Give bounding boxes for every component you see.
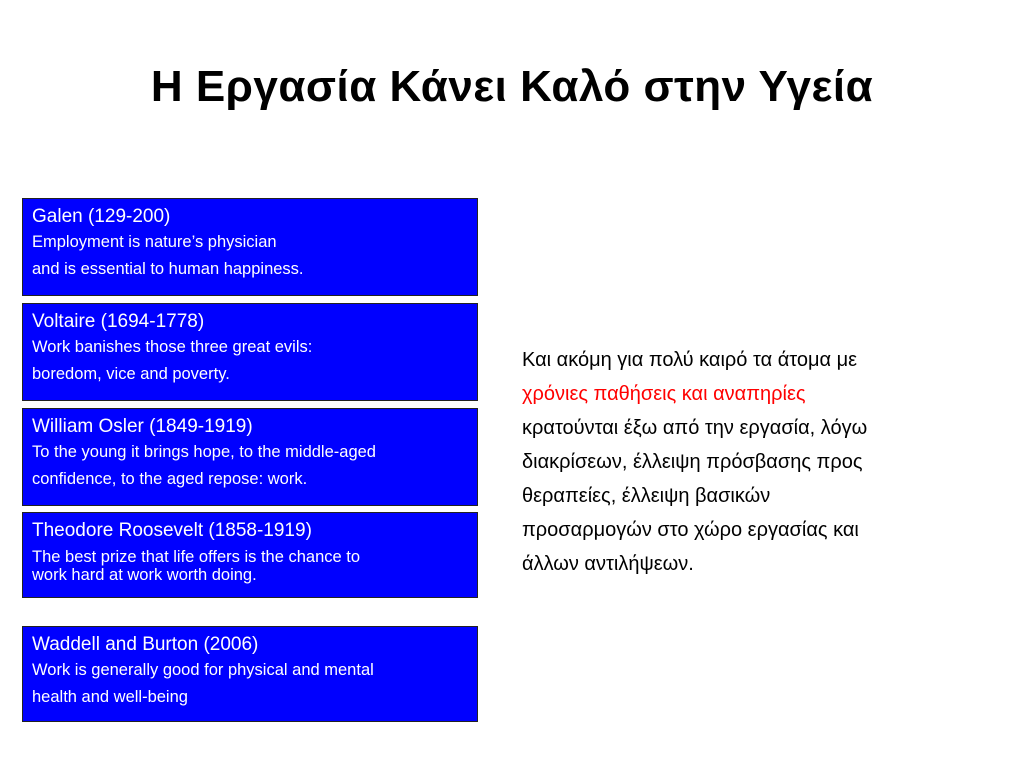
quote-line: Work banishes those three great evils:: [32, 338, 313, 356]
paragraph-line: διακρίσεων, έλλειψη πρόσβασης προς: [522, 451, 863, 473]
quote-line: and is essential to human happiness.: [32, 260, 304, 278]
quote-line: Work is generally good for physical and mental: [32, 661, 374, 679]
paragraph-highlight: χρόνιες παθήσεις και αναπηρίες: [522, 383, 806, 405]
quote-line: To the young it brings hope, to the middle-aged: [32, 443, 376, 461]
quote-line: health and well-being: [32, 688, 188, 706]
quote-author: Galen (129-200): [32, 206, 171, 227]
paragraph-line: Και ακόμη για πολύ καιρό τα άτομα με: [522, 349, 858, 371]
quote-box-roosevelt: [22, 512, 478, 598]
quote-author: Voltaire (1694-1778): [32, 311, 205, 332]
quote-box-osler: [22, 408, 478, 506]
quote-box-galen: [22, 198, 478, 296]
quote-author: Waddell and Burton (2006): [32, 634, 259, 655]
body-paragraph: [522, 343, 1002, 581]
quote-line: boredom, vice and poverty.: [32, 365, 230, 383]
quote-line: work hard at work worth doing.: [32, 566, 257, 584]
quote-line: confidence, to the aged repose: work.: [32, 470, 308, 488]
quote-line: The best prize that life offers is the chance to: [32, 548, 361, 566]
quote-box-voltaire: [22, 303, 478, 401]
quote-author: Theodore Roosevelt (1858-1919): [32, 520, 312, 541]
quote-line: Employment is nature’s physician: [32, 233, 277, 251]
quote-author: William Osler (1849-1919): [32, 416, 253, 437]
paragraph-line: κρατούνται έξω από την εργασία, λόγω: [522, 417, 868, 439]
paragraph-line: προσαρμογών στο χώρο εργασίας και: [522, 519, 859, 541]
quote-box-waddell-burton: [22, 626, 478, 722]
paragraph-line: θεραπείες, έλλειψη βασικών: [522, 485, 771, 507]
slide-title: Η Εργασία Κάνει Καλό στην Υγεία: [150, 62, 874, 111]
paragraph-line: άλλων αντιλήψεων.: [522, 553, 694, 575]
